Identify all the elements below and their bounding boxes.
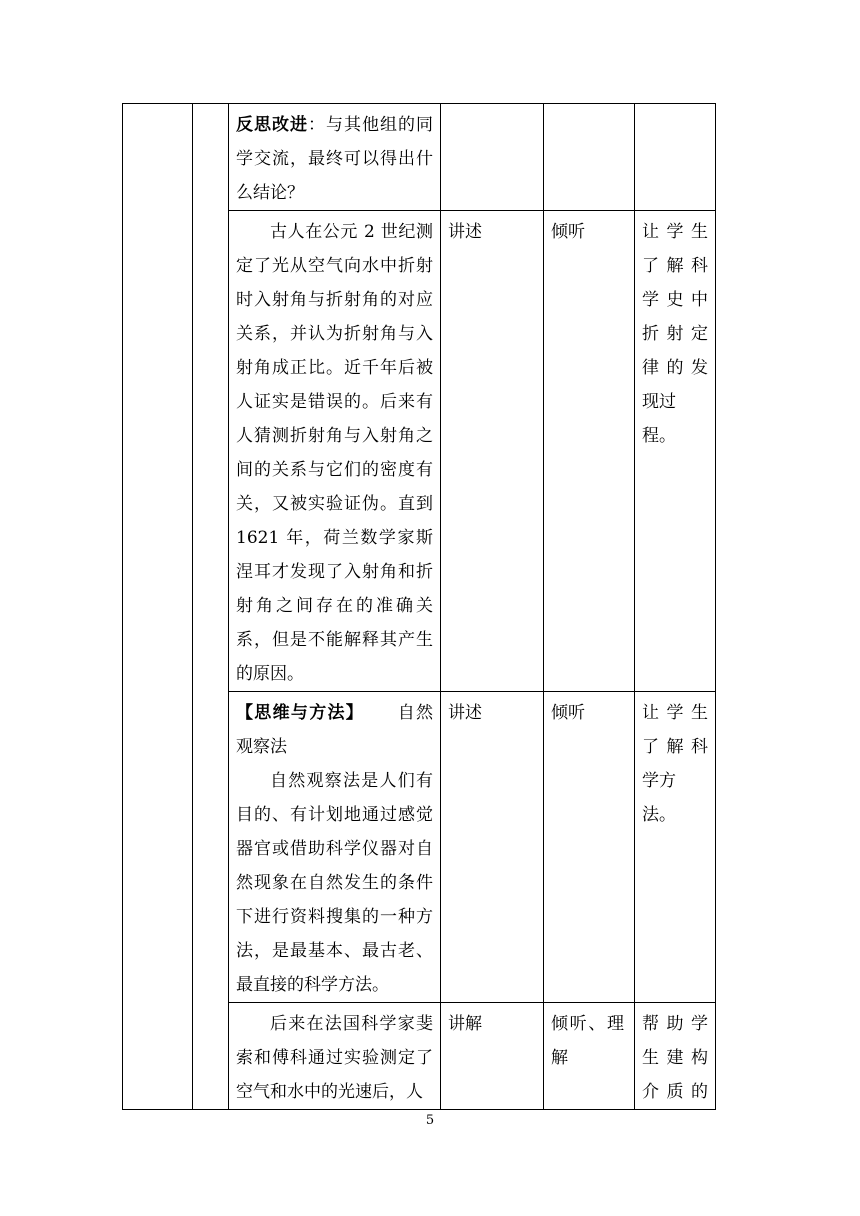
content-cell [229,104,441,211]
purpose-line: 让学生 [642,222,708,242]
page-number: 5 [425,1113,435,1128]
design-purpose-cell [635,692,716,1003]
design-purpose-cell [635,1003,716,1110]
purpose-line: 学史中 [642,290,708,310]
design-purpose-cell [635,104,716,211]
purpose-line: 让学生 [642,703,708,723]
purpose-line: 介质的 [642,1082,708,1102]
student-activity-cell: 倾听、理解 [544,1003,635,1110]
speed-paragraph: 后来在法国科学家斐索和傅科通过实验测定了空气和水中的光速后，人 [236,1014,433,1102]
student-activity-cell [544,104,635,211]
method-paragraph: 自然观察法是人们有目的、有计划地通过感觉器官或借助科学仪器对自然现象在自然发生的条件下进行资料搜集的一种方法，是最基本、最古老、最直接的科学方法。 [236,771,433,995]
student-activity-cell: 倾听 [544,211,635,692]
content-cell [229,1003,441,1110]
purpose-line: 了解科 [642,256,708,276]
reflection-text: ：与其他组的同学交流，最终可以得出什么结论？ [236,115,433,203]
time-cell [193,104,229,1110]
content-cell [229,211,441,692]
table-row [123,104,716,211]
teacher-activity-cell: 讲解 [441,1003,544,1110]
stage-cell [123,104,193,1110]
purpose-line: 折射定 [642,324,708,344]
method-heading-title: 自然观察法 [236,703,434,757]
lesson-plan-table [122,103,716,1110]
teacher-activity-cell: 讲述 [441,692,544,1003]
purpose-line: 生建构 [642,1048,708,1068]
purpose-line: 学方法。 [642,771,676,825]
method-heading [236,696,433,764]
purpose-line: 了解科 [642,737,708,757]
reflection-heading: 反思改进 [236,115,308,135]
teacher-activity-cell: 讲述 [441,211,544,692]
method-heading-label: 【思维与方法】 [236,703,365,723]
teacher-activity-cell [441,104,544,211]
purpose-line: 帮助学 [642,1014,708,1034]
purpose-line: 律的发 [642,358,708,378]
student-activity-cell: 倾听 [544,692,635,1003]
content-cell [229,692,441,1003]
purpose-line: 现过程。 [642,392,676,446]
design-purpose-cell [635,211,716,692]
history-paragraph: 古人在公元 2 世纪测定了光从空气向水中折射时入射角与折射角的对应关系，并认为折射角与入射角成正比。近千年后被人证实是错误的。后来有人猜测折射角与入射角之间的关系与它们的密度有关，又被实验证伪。直到 1621 年，荷兰数学家斯涅耳才发现了入射角和折射角之间存在的准确关系，但是不能解释其产生的原因。 [236,222,433,684]
